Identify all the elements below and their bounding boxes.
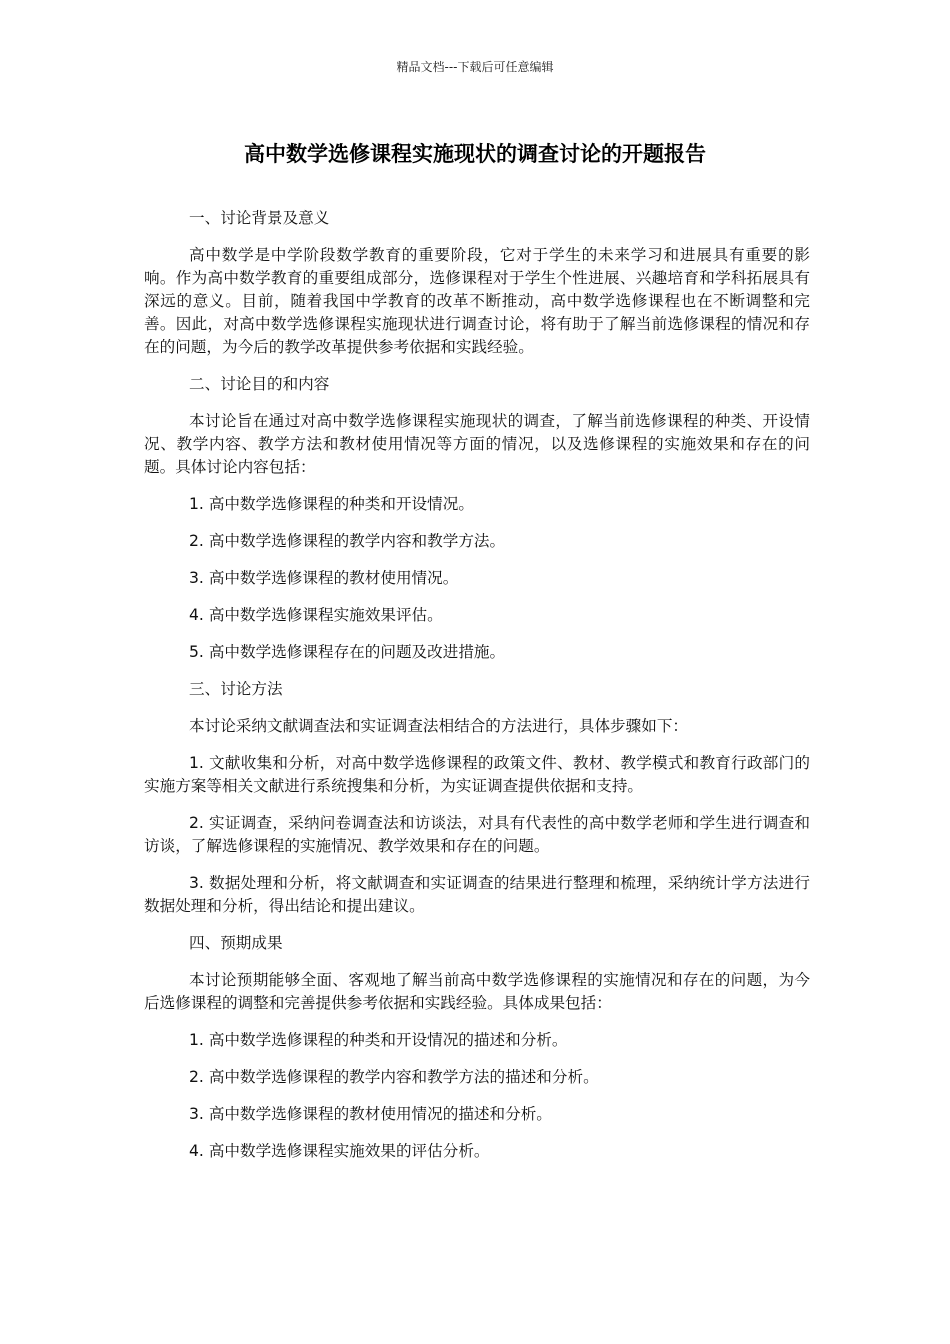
list-item-step-2: 2. 实证调查，采纳问卷调查法和访谈法，对具有代表性的高中数学老师和学生进行调查和访谈，了解选修课程的实施情况、教学效果和存在的问题。	[144, 814, 810, 855]
list-item-content-5: 5. 高中数学选修课程存在的问题及改进措施。	[189, 643, 506, 661]
section-heading-method: 三、讨论方法	[189, 680, 283, 698]
document-title: 高中数学选修课程实施现状的调查讨论的开题报告	[244, 142, 706, 166]
paragraph-method: 本讨论采纳文献调查法和实证调查法相结合的方法进行，具体步骤如下：	[189, 717, 689, 735]
section-heading-purpose: 二、讨论目的和内容	[189, 375, 330, 393]
list-item-outcome-2: 2. 高中数学选修课程的教学内容和教学方法的描述和分析。	[189, 1068, 599, 1086]
section-heading-outcomes: 四、预期成果	[189, 934, 283, 952]
list-item-step-1: 1. 文献收集和分析，对高中数学选修课程的政策文件、教材、教学模式和教育行政部门的实施方案等相关文献进行系统搜集和分析，为实证调查提供依据和支持。	[144, 754, 810, 795]
paragraph-background: 高中数学是中学阶段数学教育的重要阶段，它对于学生的未来学习和进展具有重要的影响。作为高中数学教育的重要组成部分，选修课程对于学生个性进展、兴趣培育和学科拓展具有深远的意义。目前，随着我国中学教育的改革不断推动，高中数学选修课程也在不断调整和完善。因此，对高中数学选修课程实施现状进行调查讨论，将有助于了解当前选修课程的情况和存在的问题，为今后的教学改革提供参考依据和实践经验。	[144, 246, 810, 356]
document-body	[144, 207, 810, 1177]
list-item-content-2: 2. 高中数学选修课程的教学内容和教学方法。	[189, 532, 506, 550]
list-item-content-4: 4. 高中数学选修课程实施效果评估。	[189, 606, 443, 624]
list-item-outcome-1: 1. 高中数学选修课程的种类和开设情况的描述和分析。	[189, 1031, 568, 1049]
list-item-content-1: 1. 高中数学选修课程的种类和开设情况。	[189, 495, 474, 513]
list-item-step-3: 3. 数据处理和分析，将文献调查和实证调查的结果进行整理和梳理，采纳统计学方法进行数据处理和分析，得出结论和提出建议。	[144, 874, 810, 915]
section-heading-background: 一、讨论背景及意义	[189, 209, 330, 227]
paragraph-outcomes: 本讨论预期能够全面、客观地了解当前高中数学选修课程的实施情况和存在的问题，为今后选修课程的调整和完善提供参考依据和实践经验。具体成果包括：	[144, 971, 810, 1012]
list-item-outcome-3: 3. 高中数学选修课程的教材使用情况的描述和分析。	[189, 1105, 552, 1123]
paragraph-purpose: 本讨论旨在通过对高中数学选修课程实施现状的调查，了解当前选修课程的种类、开设情况、教学内容、教学方法和教材使用情况等方面的情况，以及选修课程的实施效果和存在的问题。具体讨论内容包括：	[144, 412, 810, 476]
list-item-content-3: 3. 高中数学选修课程的教材使用情况。	[189, 569, 459, 587]
list-item-outcome-4: 4. 高中数学选修课程实施效果的评估分析。	[189, 1142, 490, 1160]
page-header-watermark: 精品文档---下载后可任意编辑	[396, 60, 554, 74]
